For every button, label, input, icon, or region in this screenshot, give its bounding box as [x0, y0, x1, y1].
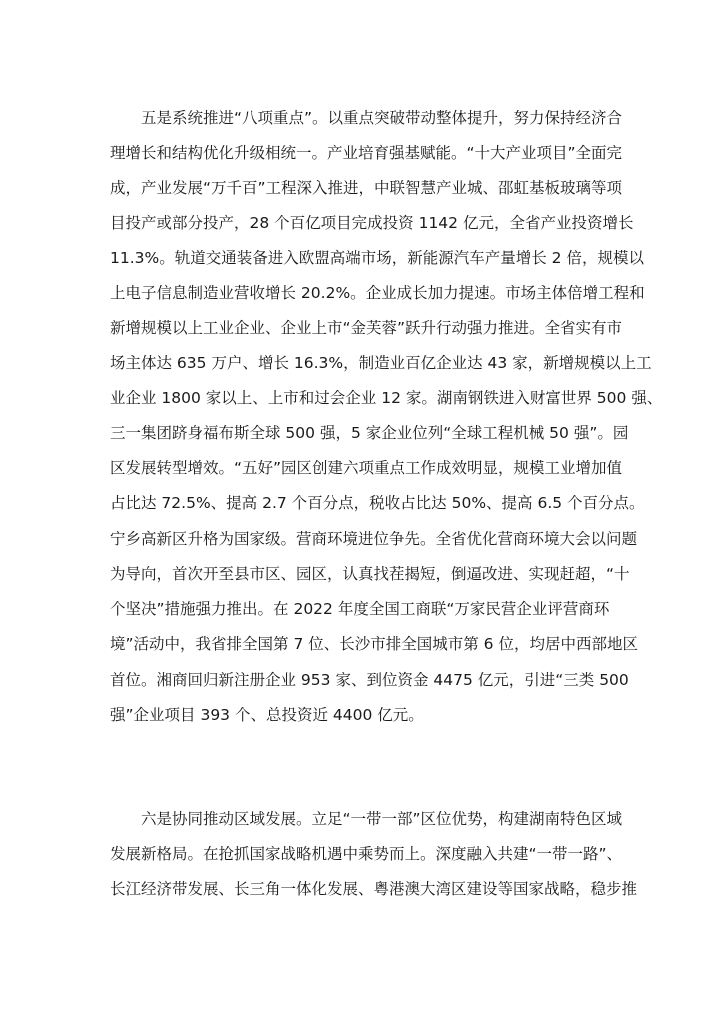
paragraph-2-line: 六是协同推动区域发展。立足“一带一部”区位优势，构建湖南特色区域	[141, 810, 623, 828]
paragraph-2-line: 长江经济带发展、长三角一体化发展、粤港澳大湾区建设等国家战略，稳步推	[110, 880, 638, 898]
paragraph-1-line: 强”企业项目 393 个、总投资近 4400 亿元。	[110, 706, 424, 724]
paragraph-1-line: 理增长和结构优化升级相统一。产业培育强基赋能。“十大产业项目”全面完	[110, 144, 623, 162]
paragraph-1-line: 占比达 72.5%、提高 2.7 个百分点，税收占比达 50%、提高 6.5 个百分点。	[110, 494, 645, 512]
paragraph-1-line: 场主体达 635 万户、增长 16.3%，制造业百亿企业达 43 家，新增规模以上工	[110, 354, 652, 372]
paragraph-1-line: 目投产或部分投产，28 个百亿项目完成投资 1142 亿元，全省产业投资增长	[110, 214, 634, 232]
paragraph-1-line: 业企业 1800 家以上、上市和过会企业 12 家。湖南钢铁进入财富世界 500 强、	[110, 389, 663, 407]
paragraph-1-line: 首位。湘商回归新注册企业 953 家、到位资金 4475 亿元，引进“三类 500	[110, 671, 629, 689]
paragraph-1-line: 区发展转型增效。“五好”园区创建六项重点工作成效明显，规模工业增加值	[110, 459, 623, 477]
paragraph-1-line: 为导向，首次开至县市区、园区，认真找茬揭短，倒逼改进、实现赶超，“十	[110, 565, 630, 583]
paragraph-1-line: 境”活动中，我省排全国第 7 位、长沙市排全国城市第 6 位，均居中西部地区	[110, 635, 638, 653]
paragraph-1-line: 三一集团跻身福布斯全球 500 强，5 家企业位列“全球工程机械 50 强”。园	[110, 424, 629, 442]
paragraph-1-line: 成，产业发展“万千百”工程深入推进，中联智慧产业城、邵虹基板玻璃等项	[110, 179, 623, 197]
paragraph-1-line: 11.3%。轨道交通装备进入欧盟高端市场，新能源汽车产量增长 2 倍，规模以	[110, 249, 644, 267]
paragraph-1-line: 上电子信息制造业营收增长 20.2%。企业成长加力提速。市场主体倍增工程和	[110, 284, 645, 302]
paragraph-2-line: 发展新格局。在抢抓国家战略机遇中乘势而上。深度融入共建“一带一路”、	[110, 845, 623, 863]
paragraph-1-line: 五是系统推进“八项重点”。以重点突破带动整体提升，努力保持经济合	[141, 109, 623, 127]
paragraph-1-line: 宁乡高新区升格为国家级。营商环境进位争先。全省优化营商环境大会以问题	[110, 530, 638, 548]
paragraph-1-line: 个坚决”措施强力推出。在 2022 年度全国工商联“万家民营企业评营商环	[110, 600, 610, 618]
paragraph-1-line: 新增规模以上工业企业、企业上市“金芙蓉”跃升行动强力推进。全省实有市	[110, 319, 623, 337]
